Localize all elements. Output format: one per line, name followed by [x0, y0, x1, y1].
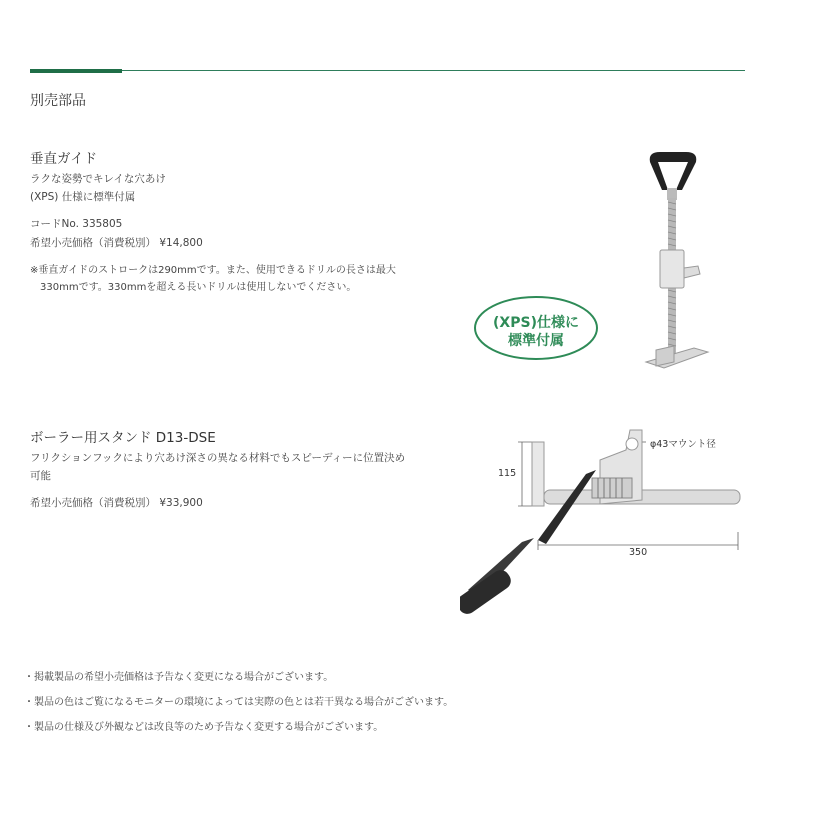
guide-price: 希望小売価格（消費税別） ¥14,800: [30, 237, 203, 249]
dim-mount: φ43マウント径: [650, 439, 716, 450]
badge-text-2: 標準付属: [508, 333, 564, 349]
boring-stand-image: [460, 420, 760, 620]
stand-desc-1: フリクションフックにより穴あけ深さの異なる材料でもスピーディーに位置決め: [30, 452, 406, 464]
badge-text-1: (XPS)仕様に: [493, 315, 579, 331]
header-rule: [30, 70, 745, 71]
guide-desc-2: (XPS) 仕様に標準付属: [30, 191, 136, 203]
guide-title: 垂直ガイド: [30, 151, 98, 167]
footer-note-1: ・掲載製品の希望小売価格は予告なく変更になる場合がございます。: [24, 672, 334, 683]
footer-note-2: ・製品の色はご覧になるモニターの環境によっては実際の色とは若干異なる場合がございます。: [24, 697, 454, 708]
dim-height: 115: [498, 468, 517, 479]
guide-note: [30, 262, 396, 296]
stand-desc-2: 可能: [30, 470, 51, 482]
stand-price: 希望小売価格（消費税別） ¥33,900: [30, 497, 203, 509]
guide-note-line-2: 330mmです。330mmを超える長いドリルは使用しないでください。: [40, 282, 357, 293]
stand-title: ボーラー用スタンド D13-DSE: [30, 430, 216, 446]
dim-length: 350: [629, 547, 648, 558]
header-rule-accent: [30, 69, 122, 73]
footer-note-3: ・製品の仕様及び外観などは改良等のため予告なく変更する場合がございます。: [24, 722, 384, 733]
guide-desc-1: ラクな姿勢でキレイな穴あけ: [30, 173, 166, 185]
guide-note-line-1: ※垂直ガイドのストロークは290mmです。また、使用できるドリルの長さは最大: [30, 265, 396, 276]
guide-code: コードNo. 335805: [30, 218, 123, 230]
section-title: 別売部品: [30, 93, 86, 109]
